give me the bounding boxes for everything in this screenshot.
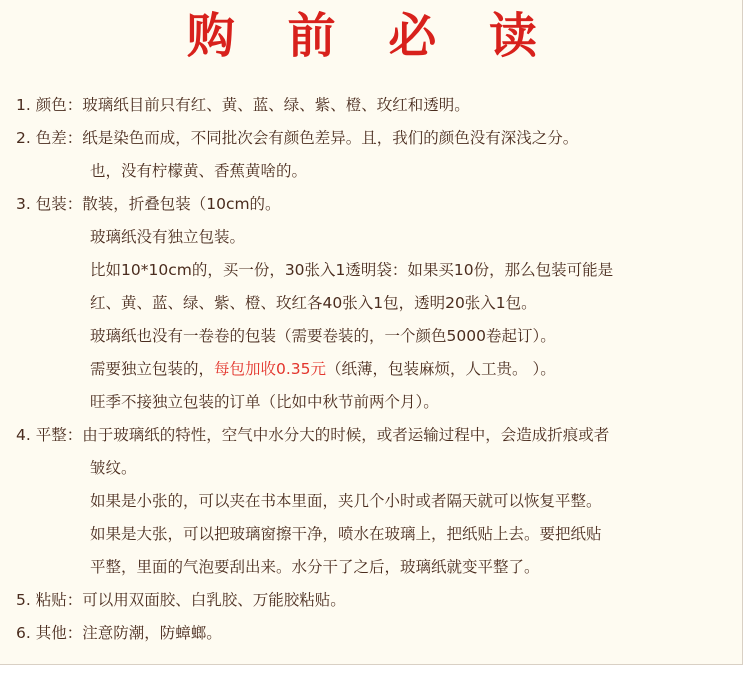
bottom-margin [0, 665, 750, 679]
item-color: 1. 颜色：玻璃纸目前只有红、黄、蓝、绿、紫、橙、玫红和透明。 [16, 96, 470, 114]
item-flatness-note-3: 如果是大张，可以把玻璃窗擦干净，喷水在玻璃上，把纸贴上去。要把纸贴 [90, 525, 602, 543]
packaging-note-prefix: 需要独立包装的， [90, 360, 215, 378]
packaging-note-suffix: （纸薄，包装麻烦，人工贵。 ）。 [326, 360, 556, 378]
item-packaging-note-1: 玻璃纸没有独立包装。 [90, 228, 246, 246]
extra-fee-highlight: 每包加收0.35元 [214, 360, 327, 378]
item-color-difference: 2. 色差：纸是染色而成，不同批次会有颜色差异。且，我们的颜色没有深浅之分。 [16, 129, 579, 147]
item-color-difference-note: 也，没有柠檬黄、香蕉黄啥的。 [90, 162, 308, 180]
item-packaging-note-6: 旺季不接独立包装的订单（比如中秋节前两个月）。 [90, 393, 439, 411]
item-flatness: 4. 平整：由于玻璃纸的特性，空气中水分大的时候，或者运输过程中，会造成折痕或者 [16, 426, 610, 444]
item-flatness-note-4: 平整，里面的气泡要刮出来。水分干了之后，玻璃纸就变平整了。 [90, 558, 540, 576]
item-packaging-note-2: 比如10*10cm的，买一份，30张入1透明袋：如果买10份，那么包装可能是 [90, 261, 614, 279]
item-packaging-note-3: 红、黄、蓝、绿、紫、橙、玫红各40张入1包，透明20张入1包。 [90, 294, 537, 312]
item-packaging-note-4: 玻璃纸也没有一卷卷的包装（需要卷装的，一个颜色5000卷起订）。 [90, 327, 556, 345]
item-flatness-note-1: 皱纹。 [90, 459, 137, 477]
item-flatness-note-2: 如果是小张的，可以夹在书本里面，夹几个小时或者隔天就可以恢复平整。 [90, 492, 602, 510]
right-margin [743, 0, 750, 679]
page-title: 购 前 必 读 [186, 8, 556, 64]
item-packaging: 3. 包装：散装，折叠包装（10cm的。 [16, 195, 281, 213]
item-packaging-note-5 [90, 358, 556, 380]
item-adhesive: 5. 粘贴：可以用双面胶、白乳胶、万能胶粘贴。 [16, 591, 346, 609]
item-other: 6. 其他：注意防潮，防蟑螂。 [16, 624, 222, 642]
